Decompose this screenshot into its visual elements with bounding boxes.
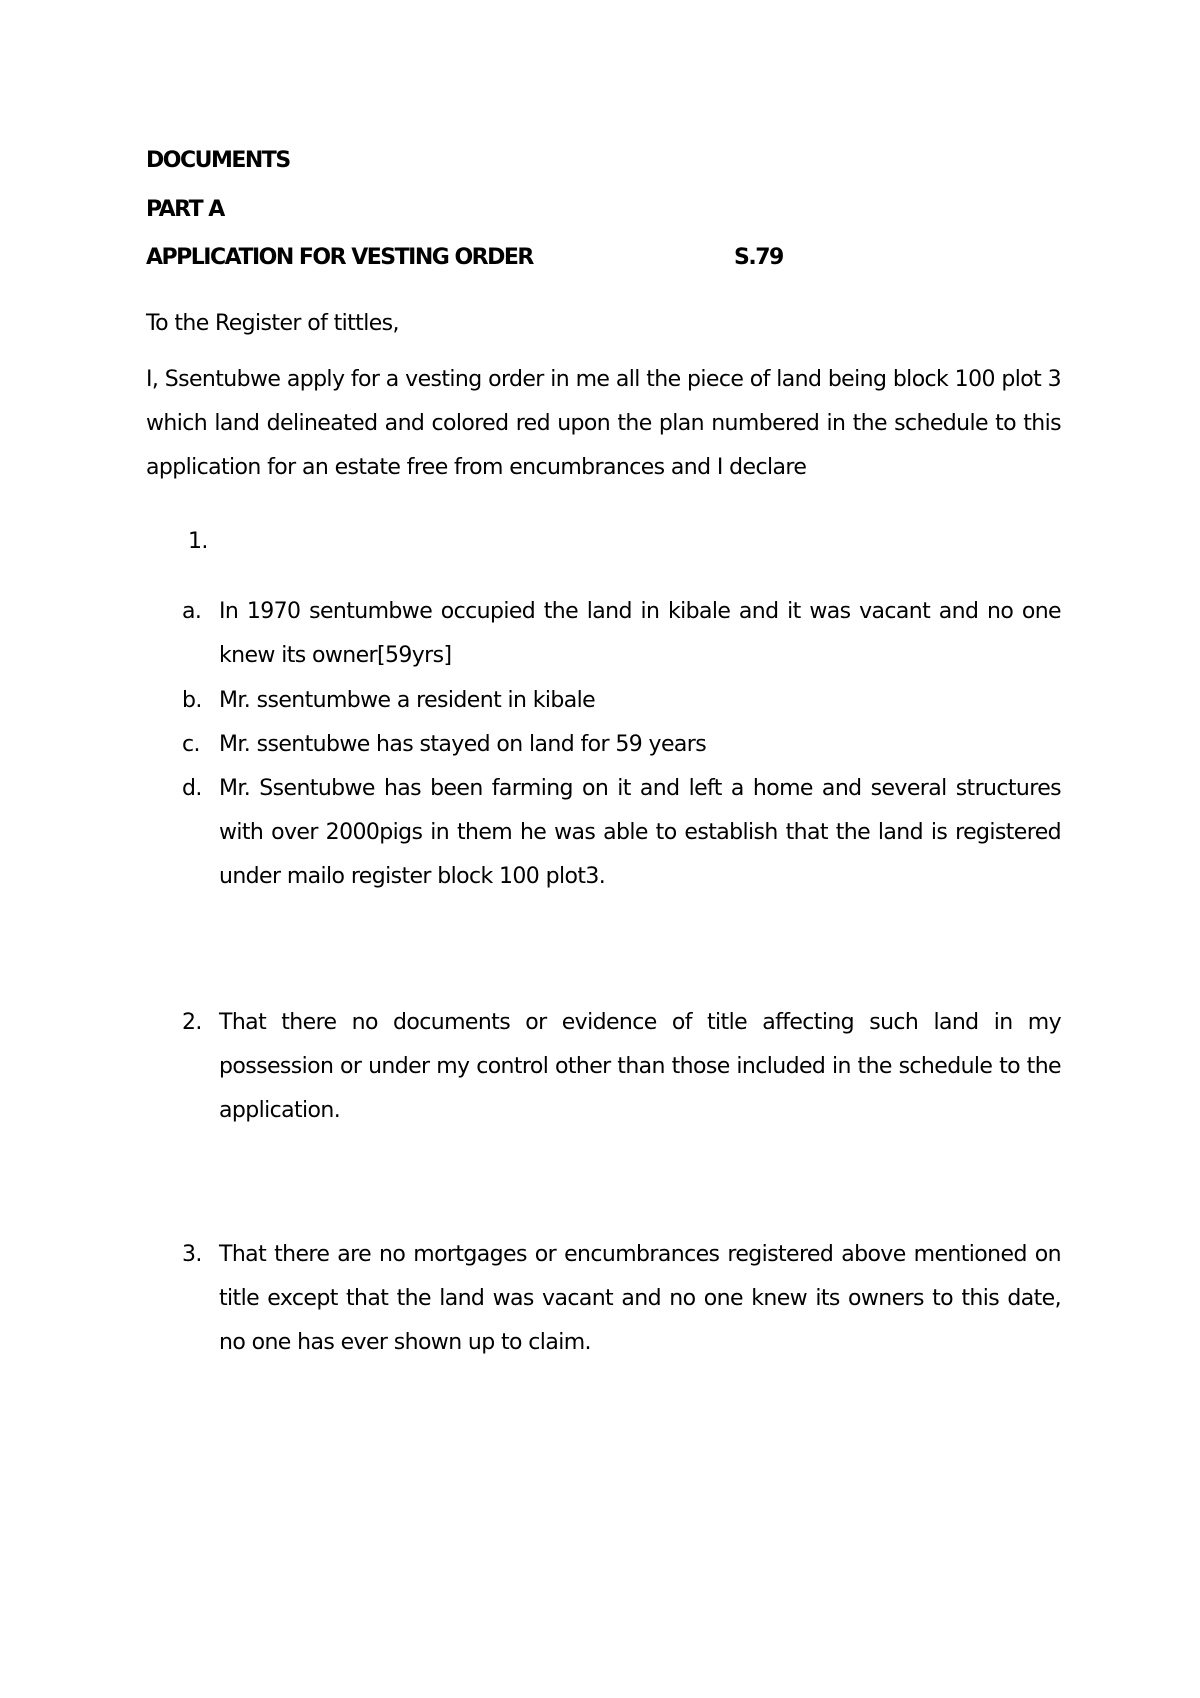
item-3-marker: 3. (182, 1242, 202, 1267)
sub-item-d-marker: d. (182, 776, 202, 801)
heading-title: APPLICATION FOR VESTING ORDER (146, 245, 533, 270)
item-2-marker: 2. (182, 1010, 202, 1035)
item-1-number: 1. (188, 529, 208, 554)
heading-part: PART A (146, 197, 224, 222)
heading-section: S.79 (734, 245, 783, 270)
intro-paragraph: I, Ssentubwe apply for a vesting order in me all the piece of land being block 100 plot 3 which land delineated and colored red upon the plan numbered in the schedule to this application for an estate free from encumbrances and I declare (146, 367, 1061, 480)
heading-documents: DOCUMENTS (146, 148, 290, 173)
salutation: To the Register of tittles, (146, 311, 399, 336)
sub-item-a-marker: a. (182, 599, 202, 624)
sub-item-b-text: Mr. ssentumbwe a resident in kibale (219, 688, 596, 713)
sub-item-c-marker: c. (182, 732, 200, 757)
sub-item-d-text: Mr. Ssentubwe has been farming on it and left a home and several structures with over 2000pigs in them he was able to establish that the land is registered under mailo register block 100 plot3. (219, 776, 1061, 889)
sub-item-b-marker: b. (182, 688, 202, 713)
sub-item-c-text: Mr. ssentubwe has stayed on land for 59 years (219, 732, 707, 757)
item-2-text: That there no documents or evidence of title affecting such land in my possession or under my control other than those included in the schedule to the application. (219, 1010, 1061, 1123)
item-3-text: That there are no mortgages or encumbrances registered above mentioned on title except that the land was vacant and no one knew its owners to this date, no one has ever shown up to claim. (219, 1242, 1061, 1355)
sub-item-a-text: In 1970 sentumbwe occupied the land in kibale and it was vacant and no one knew its owner[59yrs] (219, 599, 1061, 668)
